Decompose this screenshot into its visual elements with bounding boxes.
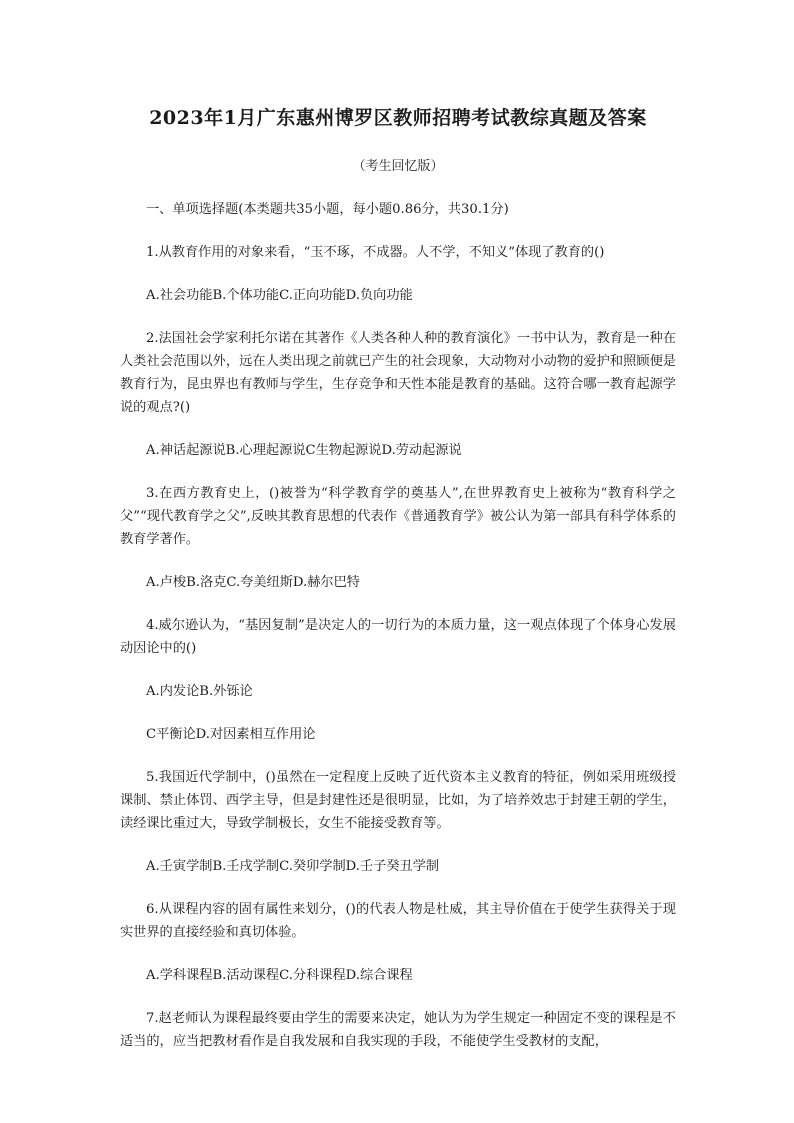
section-heading: 一、单项选择题(本类题共35小题，每小题0.86分，共30.1分)	[146, 202, 509, 217]
options-2: A.神话起源说B.心理起源说C生物起源说D.劳动起源说	[146, 443, 462, 458]
question-2: 2.法国社会学家利托尔诺在其著作《人类各种人种的教育演化》一书中认为，教育是一种在人类社会范围以外，远在人类出现之前就已产生的社会现象，大动物对小动物的爱护和照顾便是教育行为，昆虫界也有教师与学生，生存竞争和天性本能是教育的基础。这符合哪一教育起源学说的观点?()	[120, 331, 676, 415]
options-4b: C平衡论D.对因素相互作用论	[146, 727, 316, 742]
options-6: A.学科课程B.活动课程C.分科课程D.综合课程	[146, 968, 413, 983]
options-5: A.壬寅学制B.壬戌学制C.癸卯学制D.壬子癸丑学制	[146, 859, 440, 874]
question-4: 4.威尔逊认为，“基因复制”是决定人的一切行为的本质力量，这一观点体现了个体身心发展动因论中的()	[120, 618, 676, 656]
question-6: 6.从课程内容的固有属性来划分，()的代表人物是杜威，其主导价值在于使学生获得关于现实世界的直接经验和真切体验。	[120, 902, 676, 940]
question-7: 7.赵老师认为课程最终要由学生的需要来决定，她认为为学生规定一种固定不变的课程是不适当的，应当把教材看作是自我发展和自我实现的手段，不能使学生受教材的支配，	[120, 1011, 676, 1049]
document-title: 2023年1月广东惠州博罗区教师招聘考试教综真题及答案	[149, 107, 647, 129]
options-4a: A.内发论B.外铄论	[146, 684, 253, 699]
options-3: A.卢梭B.洛克C.夸美纽斯D.赫尔巴特	[146, 575, 360, 590]
question-1: 1.从教育作用的对象来看，“玉不琢，不成器。人不学，不知义”体现了教育的()	[146, 245, 605, 260]
options-1: A.社会功能B.个体功能C.正向功能D.负向功能	[146, 288, 413, 303]
question-3: 3.在西方教育史上，()被誉为“科学教育学的奠基人”,在世界教育史上被称为“教育科学之父”“现代教育学之父”,反映其教育思想的代表作《普通教育学》被公认为第一部具有科学体系的教育学著作。	[120, 486, 676, 547]
question-5: 5.我国近代学制中，()虽然在一定程度上反映了近代资本主义教育的特征，例如采用班级授课制、禁止体罚、西学主导，但是封建性还是很明显，比如，为了培养效忠于封建王朝的学生，读经课比重过大，导致学制极长，女生不能接受教育等。	[120, 770, 676, 831]
document-subtitle: （考生回忆版）	[352, 159, 444, 174]
